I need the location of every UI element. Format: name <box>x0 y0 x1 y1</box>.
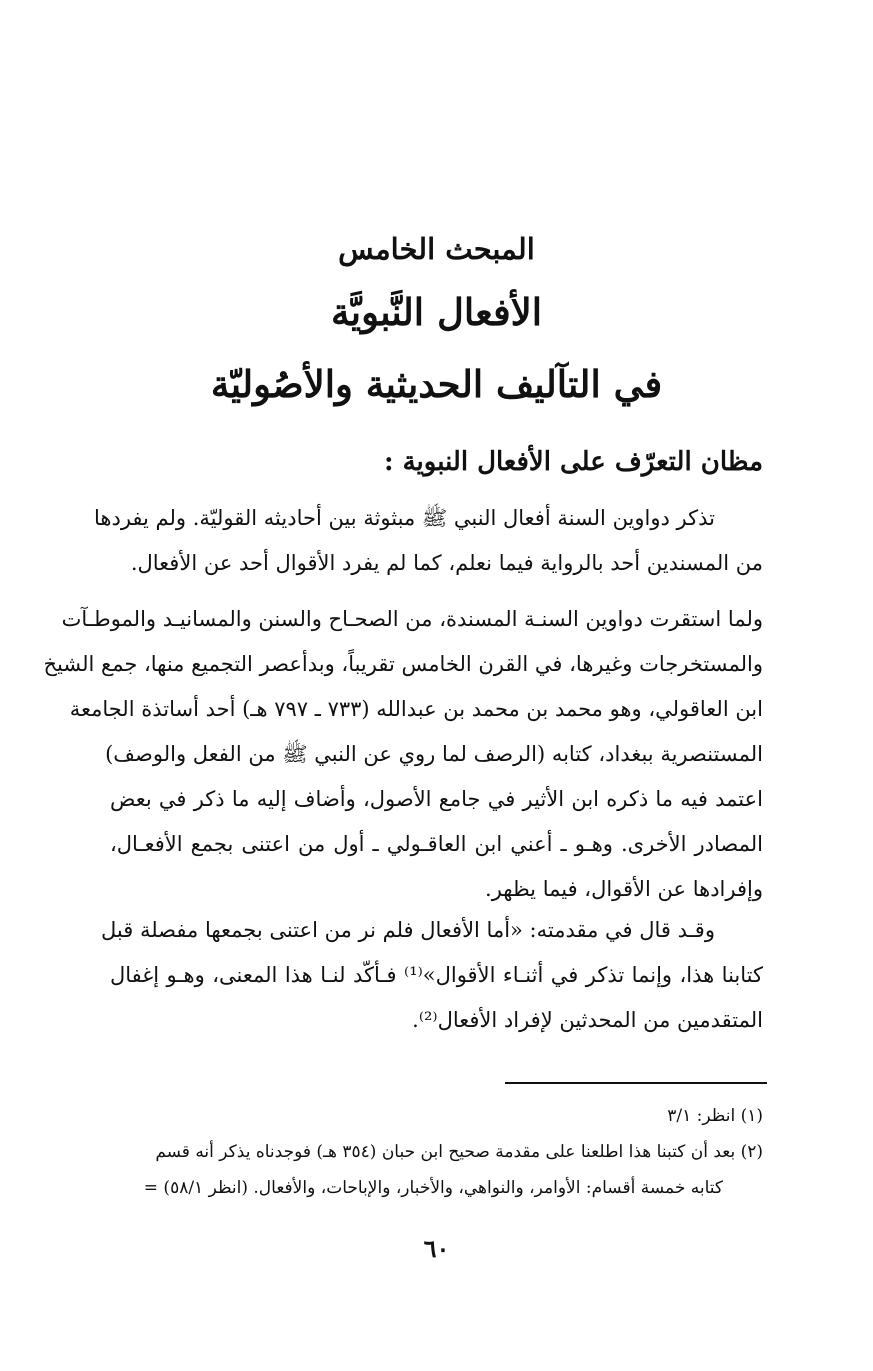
section-label: المبحث الخامس <box>338 232 535 266</box>
paragraph-line: المستنصرية ببغداد، كتابه (الرصف لما روي عن النبي ﷺ من الفعل والوصف) <box>105 742 763 766</box>
page-number: ٦٠ <box>423 1234 450 1263</box>
paragraph-line: وقـد قال في مقدمته: «أما الأفعال فلم نر من اعتنى بجمعها مفصلة قبل <box>101 918 715 942</box>
subheading: مظان التعرّف على الأفعال النبوية : <box>383 447 763 477</box>
footnote-divider <box>505 1082 767 1084</box>
paragraph-line: المتقدمين من المحدثين لإفراد الأفعال⁽²⁾. <box>412 1008 763 1032</box>
paragraph-line: كتابنا هذا، وإنما تذكر في أثنـاء الأقوال»⁽¹⁾ فـأكّد لنـا هذا المعنى، وهـو إغفال <box>110 963 763 987</box>
chapter-title-line-2: في التآليف الحديثية والأصُوليّة <box>210 362 663 406</box>
paragraph-line: وإفرادها عن الأقوال، فيما يظهر. <box>485 877 763 901</box>
footnotes <box>110 1098 763 1206</box>
paragraph-2 <box>43 597 763 912</box>
paragraph-line: ابن العاقولي، وهو محمد بن محمد بن عبدالله (٧٣٣ ـ ٧٩٧ هـ) أحد أساتذة الجامعة <box>69 697 763 721</box>
chapter-title-line-1: الأفعال النَّبويَّة <box>330 290 543 334</box>
footnote-1: (١) انظر: ٣/١ <box>667 1106 763 1126</box>
paragraph-line: اعتمد فيه ما ذكره ابن الأثير في جامع الأصول، وأضاف إليه ما ذكر في بعض <box>110 787 763 811</box>
paragraph-line: والمستخرجات وغيرها، في القرن الخامس تقريباً، وبدأعصر التجميع منها، جمع الشيخ <box>43 652 763 676</box>
paragraph-line: تذكر دواوين السنة أفعال النبي ﷺ مبثوثة بين أحاديثه القوليّة. ولم يفردها <box>94 506 715 530</box>
footnote-2-continuation: كتابه خمسة أقسام: الأوامر، والنواهي، والأخبار، والإباحات، والأفعال. (انظر ٥٨/١) = <box>143 1178 723 1198</box>
footnote-2: (٢) بعد أن كتبنا هذا اطلعنا على مقدمة صحيح ابن حبان (٣٥٤ هـ) فوجدناه يذكر أنه قسم <box>155 1142 763 1162</box>
paragraph-3 <box>101 908 763 1043</box>
paragraph-line: من المسندين أحد بالرواية فيما نعلم، كما لم يفرد الأقوال أحد عن الأفعال. <box>130 551 763 575</box>
paragraph-line: ولما استقرت دواوين السنـة المسندة، من الصحـاح والسنن والمسانيـد والموطـآت <box>61 607 763 631</box>
paragraph-line: المصادر الأخرى. وهـو ـ أعني ابن العاقـولي ـ أول من اعتنى بجمع الأفعـال، <box>110 832 763 856</box>
paragraph-1 <box>94 496 763 586</box>
